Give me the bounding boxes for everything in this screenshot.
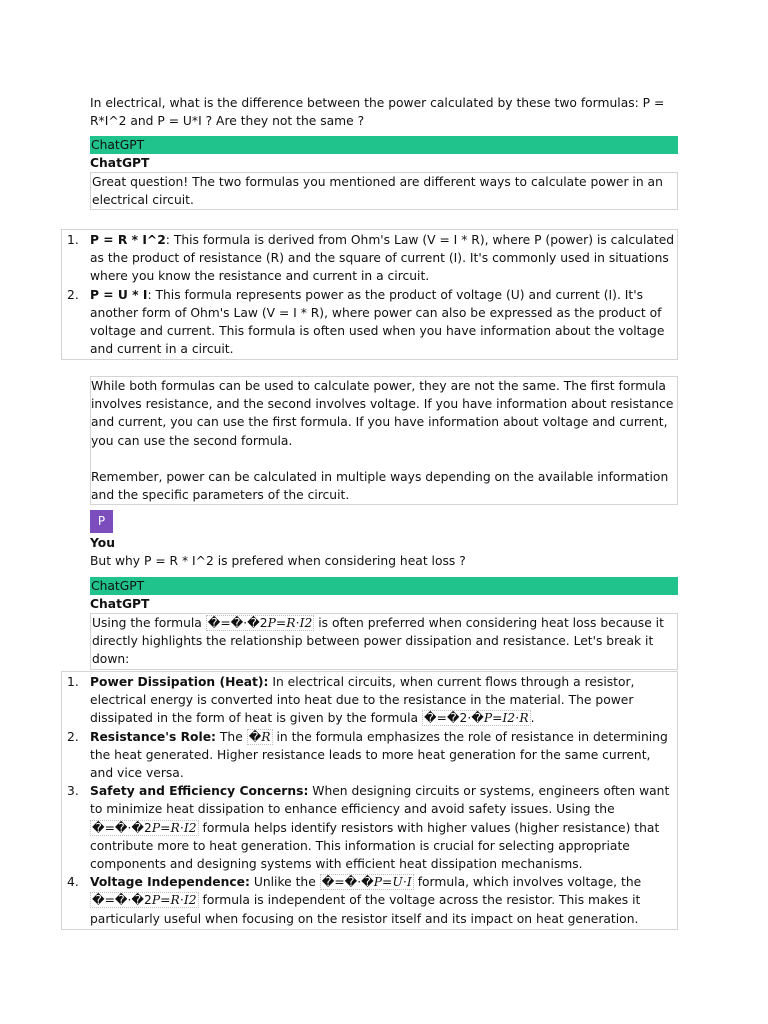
user-avatar: P bbox=[90, 510, 113, 533]
list-item bbox=[62, 873, 677, 928]
list-item-text: Unlike the bbox=[249, 875, 320, 890]
list-item-text: formula is independent of the voltage across the resistor. This makes it particularly useful when focusing on the resistor itself and its impact on heat generation. bbox=[90, 893, 641, 926]
list-number: 1. bbox=[67, 675, 79, 689]
list-item-text: in the formula emphasizes the role of resistance in determining the heat generated. Higher resistance leads to more heat generation for the same current, and vice versa. bbox=[90, 729, 668, 781]
garbled-glyphs: �=�2⋅� bbox=[423, 711, 484, 726]
list-number: 2. bbox=[67, 287, 79, 302]
chatgpt-label: ChatGPT bbox=[90, 156, 150, 170]
list-item-text: When designing circuits or systems, engineers often want to minimize heat dissipation to enhance efficiency and avoid safety issues. Using the bbox=[90, 784, 670, 817]
list-number: 4. bbox=[67, 875, 79, 890]
item-heading: Voltage Independence: bbox=[90, 875, 250, 890]
list-item bbox=[62, 728, 677, 783]
garbled-glyphs: �=�⋅�2 bbox=[207, 616, 268, 630]
list-number: 2. bbox=[67, 729, 79, 744]
question-text: In electrical, what is the difference between the power calculated by these two formulas: P = R*I^2 and P = U*I ? Are they not the same ? bbox=[90, 96, 665, 129]
list-item-text: formula helps identify resistors with higher values (higher resistance) that contribute more to heat generation. This information is crucial for selecting appropriate components and designing systems with efficient heat dissipation mechanisms. bbox=[90, 820, 660, 872]
inline-formula bbox=[90, 820, 199, 836]
list-item bbox=[62, 231, 677, 286]
user-label: You bbox=[90, 536, 115, 550]
chatgpt-banner: ChatGPT bbox=[90, 577, 678, 595]
item-heading: Safety and Efficiency Concerns: bbox=[90, 784, 309, 799]
formula-label: P = R * I^2 bbox=[90, 233, 166, 247]
list-number: 1. bbox=[67, 233, 79, 247]
garbled-glyphs: �=�⋅�2 bbox=[92, 893, 152, 908]
list-item-text: formula, which involves voltage, the bbox=[413, 875, 642, 890]
list-item bbox=[62, 673, 677, 728]
answer1-paragraph: Remember, power can be calculated in multiple ways depending on the available information and the specific parameters of the circuit. bbox=[91, 469, 669, 503]
chatgpt-label: ChatGPT bbox=[90, 597, 150, 611]
text-run: is often preferred when considering heat loss because it directly highlights the relationship between power dissipation and resistance. Let's break it down: bbox=[92, 616, 664, 667]
inline-formula bbox=[90, 892, 199, 908]
answer2-intro-box bbox=[90, 613, 678, 670]
answer2-intro bbox=[92, 614, 676, 669]
item-heading: Resistance's Role: bbox=[90, 729, 216, 744]
user-question-2 bbox=[90, 552, 678, 570]
inline-formula bbox=[247, 729, 273, 745]
formula-label: P = U * I bbox=[90, 287, 148, 302]
math-text: P=U⋅I bbox=[373, 875, 412, 890]
math-text: R bbox=[261, 729, 271, 744]
math-text: P=I2⋅R bbox=[483, 711, 529, 726]
answer1-intro-box bbox=[90, 172, 678, 210]
math-text: P=R⋅I2 bbox=[151, 893, 197, 908]
list-item bbox=[62, 782, 677, 873]
list-item-text: : This formula represents power as the product of voltage (U) and current (I). It's another form of Ohm's Law (V = I * R), where power can also be expressed as the product of voltage and current. This formula is often used when you have information about the voltage and current in a circuit. bbox=[90, 287, 665, 357]
list-item bbox=[62, 286, 677, 359]
math-text: P=R⋅I2 bbox=[151, 820, 197, 835]
answer1-intro: Great question! The two formulas you mentioned are different ways to calculate power in an electrical circuit. bbox=[92, 175, 663, 208]
list-item-text: The bbox=[215, 729, 247, 744]
answer2-list bbox=[61, 671, 678, 930]
text-run: . bbox=[530, 711, 535, 726]
inline-formula bbox=[422, 710, 531, 726]
list-number: 3. bbox=[67, 784, 79, 799]
list-item-text: : This formula is derived from Ohm's Law (V = I * R), where P (power) is calculated as the product of resistance (R) and the square of current (I). It's commonly used in situations where you know the resistance and current in a circuit. bbox=[90, 233, 675, 284]
inline-formula bbox=[320, 874, 414, 890]
item-heading: Power Dissipation (Heat): bbox=[90, 675, 269, 689]
math-text: P=R⋅I2 bbox=[267, 616, 313, 630]
answer1-conclusion-box bbox=[90, 376, 678, 505]
question-text: But why P = R * I^2 is prefered when considering heat loss ? bbox=[90, 554, 466, 568]
text-run: Using the formula bbox=[92, 616, 206, 630]
paragraph-spacer bbox=[91, 450, 676, 468]
list-item-text: In electrical circuits, when current flows through a resistor, electrical energy is converted into heat due to the resistance in the material. The power dissipated in the form of heat is given by the formula bbox=[90, 675, 635, 726]
garbled-glyphs: � bbox=[248, 729, 262, 744]
chatgpt-banner: ChatGPT bbox=[90, 136, 678, 154]
inline-formula bbox=[206, 615, 315, 631]
user-question-1 bbox=[90, 94, 678, 130]
garbled-glyphs: �=�⋅� bbox=[321, 875, 374, 890]
garbled-glyphs: �=�⋅�2 bbox=[92, 820, 152, 835]
answer1-list bbox=[61, 229, 678, 360]
answer1-paragraph: While both formulas can be used to calculate power, they are not the same. The first formula involves resistance, and the second involves voltage. If you have information about resistance and current, you can use the first formula. If you have information about voltage and current, you can use the second formula. bbox=[91, 379, 674, 448]
